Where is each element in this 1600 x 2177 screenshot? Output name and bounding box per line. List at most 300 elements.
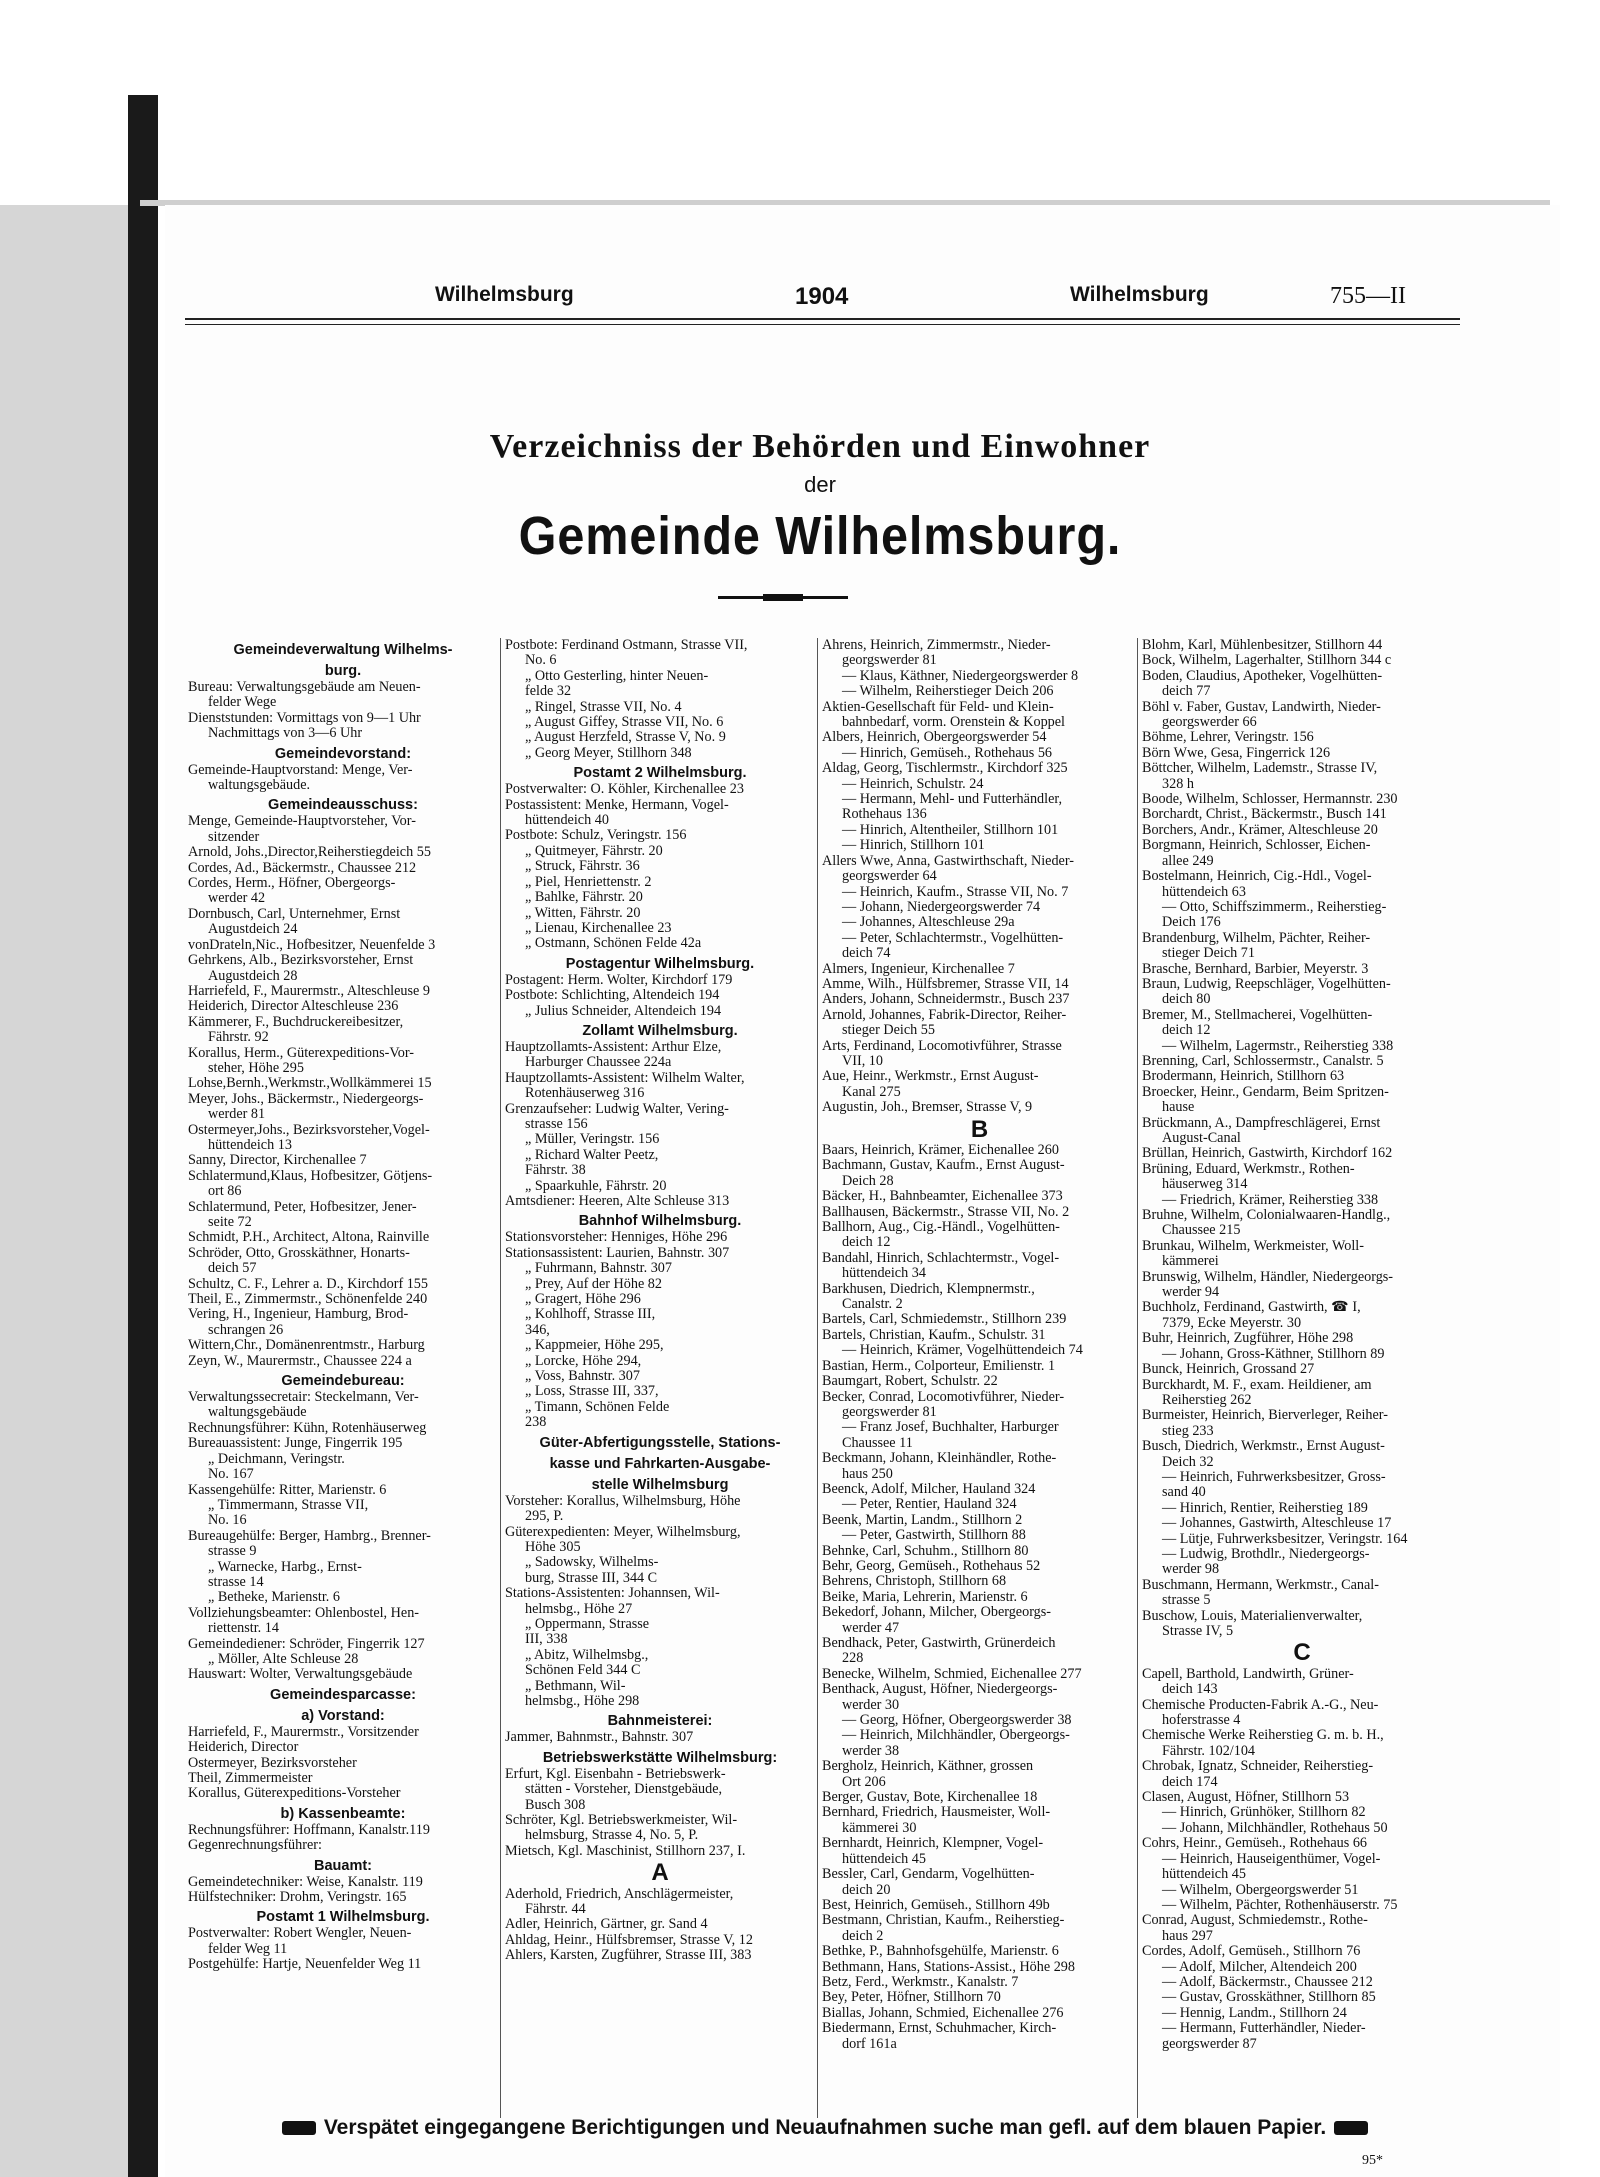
- entry-continuation: deich 2: [842, 1928, 884, 1944]
- column-divider: [1137, 638, 1138, 2118]
- directory-entry: Benthack, August, Höfner, Niedergeorgs-: [822, 1682, 1058, 1698]
- entry-continuation: „ Müller, Veringstr. 156: [525, 1132, 660, 1148]
- directory-entry: Behrens, Christoph, Stillhorn 68: [822, 1574, 1007, 1590]
- directory-entry: Bunck, Heinrich, Grossand 27: [1142, 1362, 1315, 1378]
- entry-continuation: ort 86: [208, 1184, 242, 1200]
- entry-continuation: — Johann, Gross-Käthner, Stillhorn 89: [1162, 1346, 1385, 1362]
- entry-continuation: „ Möller, Alte Schleuse 28: [208, 1651, 359, 1667]
- entry-continuation: strasse 156: [525, 1116, 588, 1132]
- directory-entry: Stationsvorsteher: Henniges, Höhe 296: [505, 1230, 728, 1246]
- directory-entry: Gemeinde-Hauptvorstand: Menge, Ver-: [188, 762, 413, 778]
- directory-entry: Boden, Claudius, Apotheker, Vogelhütten-: [1142, 668, 1383, 684]
- entry-continuation: — Klaus, Käthner, Niedergeorgswerder 8: [842, 668, 1079, 684]
- entry-continuation: hause: [1162, 1100, 1195, 1116]
- directory-entry: Almers, Ingenieur, Kirchenallee 7: [822, 961, 1015, 977]
- entry-continuation: deich 143: [1162, 1682, 1218, 1698]
- entry-continuation: 238: [525, 1415, 547, 1431]
- entry-continuation: — Hermann, Futterhändler, Nieder-: [1162, 2021, 1366, 2037]
- column-divider: [817, 638, 818, 2118]
- entry-continuation: — Peter, Schlachtermstr., Vogelhütten-: [842, 930, 1064, 946]
- entry-continuation: Ort 206: [842, 1774, 886, 1790]
- directory-entry: Bethke, P., Bahnhofsgehülfe, Marienstr. 6: [822, 1944, 1059, 1960]
- entry-continuation: „ Richard Walter Peetz,: [525, 1147, 659, 1163]
- entry-continuation: „ Lienau, Kirchenallee 23: [525, 920, 672, 936]
- directory-entry: Zeyn, W., Maurermstr., Chaussee 224 a: [188, 1353, 412, 1369]
- directory-entry: Brückmann, A., Dampfreschlägerei, Ernst: [1142, 1115, 1381, 1131]
- directory-entry: Betz, Ferd., Werkmstr., Kanalstr. 7: [822, 1974, 1019, 1990]
- entry-continuation: werder 98: [1162, 1562, 1220, 1578]
- section-heading: Postamt 1 Wilhelmsburg.: [256, 1909, 430, 1926]
- entry-continuation: „ Prey, Auf der Höhe 82: [525, 1276, 662, 1292]
- entry-continuation: Höhe 305: [525, 1539, 581, 1555]
- entry-continuation: „ Sadowsky, Wilhelms-: [525, 1555, 659, 1571]
- directory-entry: Aderhold, Friedrich, Anschlägermeister,: [505, 1886, 734, 1902]
- directory-entry: Cordes, Ad., Bäckermstr., Chaussee 212: [188, 860, 417, 876]
- entry-continuation: — Hinrich, Gemüseh., Rothehaus 56: [842, 745, 1053, 761]
- page-title-line2: der: [804, 472, 836, 497]
- directory-entry: Boode, Wilhelm, Schlosser, Hermannstr. 230: [1142, 792, 1398, 808]
- running-head-right: Wilhelmsburg: [1070, 283, 1209, 306]
- entry-continuation: deich 20: [842, 1882, 891, 1898]
- directory-entry: Cohrs, Heinr., Gemüseh., Rothehaus 66: [1142, 1836, 1368, 1852]
- directory-entry: Biedermann, Ernst, Schuhmacher, Kirch-: [822, 2021, 1057, 2037]
- directory-entry: Hauptzollamts-Assistent: Arthur Elze,: [505, 1039, 722, 1055]
- directory-entry: Harriefeld, F., Maurermstr., Vorsitzender: [188, 1724, 419, 1740]
- entry-continuation: „ Spaarkuhle, Fährstr. 20: [525, 1178, 667, 1194]
- directory-entry: Ballhausen, Bäckermstr., Strasse VII, No. 2: [822, 1204, 1070, 1220]
- entry-continuation: hüttendeich 45: [842, 1851, 926, 1867]
- entry-continuation: „ Abitz, Wilhelmsbg.,: [525, 1647, 649, 1663]
- entry-continuation: bahnbedarf, vorm. Orenstein & Koppel: [842, 715, 1065, 731]
- directory-entry: Menge, Gemeinde-Hauptvorsteher, Vor-: [188, 814, 416, 830]
- directory-entry: Clasen, August, Höfner, Stillhorn 53: [1142, 1790, 1350, 1806]
- entry-continuation: „ Witten, Fährstr. 20: [525, 905, 641, 921]
- entry-continuation: — Friedrich, Krämer, Reiherstieg 338: [1162, 1192, 1379, 1208]
- entry-continuation: hoferstrasse 4: [1162, 1713, 1241, 1729]
- section-heading: b) Kassenbeamte:: [280, 1805, 406, 1822]
- entry-continuation: Fährstr. 102/104: [1162, 1743, 1256, 1759]
- directory-entry: Sanny, Director, Kirchenallee 7: [188, 1153, 367, 1169]
- entry-continuation: Fährstr. 38: [525, 1163, 586, 1179]
- column-3: [822, 638, 1137, 2052]
- entry-continuation: 228: [842, 1651, 864, 1667]
- page-title-main: Gemeinde Wilhelmsburg.: [518, 506, 1122, 566]
- letter-heading: C: [1293, 1639, 1311, 1667]
- directory-entry: Bernhard, Friedrich, Hausmeister, Woll-: [822, 1805, 1051, 1821]
- entry-continuation: — Peter, Gastwirth, Stillhorn 88: [842, 1528, 1026, 1544]
- directory-entry: Bartels, Christian, Kaufm., Schulstr. 31: [822, 1327, 1046, 1343]
- entry-continuation: — Heinrich, Hauseigenthümer, Vogel-: [1162, 1851, 1381, 1867]
- directory-entry: Bureauassistent: Junge, Fingerrik 195: [188, 1436, 403, 1452]
- entry-continuation: — Lütje, Fuhrwerksbesitzer, Veringstr. 164: [1162, 1531, 1408, 1547]
- directory-entry: Bernhardt, Heinrich, Klempner, Vogel-: [822, 1836, 1044, 1852]
- directory-entry: Bartels, Carl, Schmiedemstr., Stillhorn 239: [822, 1312, 1067, 1328]
- book-gutter-shadow: [0, 205, 128, 2177]
- directory-entry: Conrad, August, Schmiedemstr., Rothe-: [1142, 1913, 1368, 1929]
- entry-continuation: Deich 176: [1162, 915, 1221, 931]
- directory-entry: Harriefeld, F., Maurermstr., Alteschleuse 9: [188, 983, 430, 999]
- page-number: 755—II: [1330, 283, 1406, 309]
- entry-continuation: „ Otto Gesterling, hinter Neuen-: [525, 668, 709, 684]
- directory-entry: Grenzaufseher: Ludwig Walter, Vering-: [505, 1101, 729, 1117]
- entry-continuation: — Adolf, Bäckermstr., Chaussee 212: [1162, 1974, 1373, 1990]
- directory-entry: Bekedorf, Johann, Milcher, Obergeorgs-: [822, 1605, 1052, 1621]
- directory-entry: Behnke, Carl, Schuhm., Stillhorn 80: [822, 1543, 1029, 1559]
- page-title-line1: Verzeichniss der Behörden und Einwohner: [489, 428, 1151, 465]
- title-ornament: [718, 596, 848, 599]
- entry-continuation: Kanal 275: [842, 1084, 901, 1100]
- column-4: [1142, 638, 1462, 2052]
- directory-entry: Bastian, Herm., Colporteur, Emilienstr. 1: [822, 1358, 1056, 1374]
- entry-continuation: Rothehaus 136: [842, 807, 927, 823]
- directory-entry: Bäcker, H., Bahnbeamter, Eichenallee 373: [822, 1189, 1063, 1205]
- directory-entry: Lohse,Bernh.,Werkmstr.,Wollkämmerei 15: [188, 1076, 432, 1092]
- directory-entry: Benecke, Wilhelm, Schmied, Eichenallee 277: [822, 1666, 1082, 1682]
- directory-entry: Bendhack, Peter, Gastwirth, Grünerdeich: [822, 1636, 1056, 1651]
- entry-continuation: „ Voss, Bahnstr. 307: [525, 1369, 640, 1385]
- directory-entry: Burckhardt, M. F., exam. Heildiener, am: [1142, 1377, 1372, 1393]
- entry-continuation: Deich 32: [1162, 1454, 1214, 1470]
- entry-continuation: strasse 5: [1162, 1593, 1211, 1609]
- directory-entry: Schröder, Otto, Grosskäthner, Honarts-: [188, 1245, 410, 1261]
- entry-continuation: „ Timann, Schönen Felde: [525, 1399, 670, 1415]
- directory-entry: Beenck, Adolf, Milcher, Hauland 324: [822, 1481, 1036, 1497]
- directory-entry: Best, Heinrich, Gemüseh., Stillhorn 49b: [822, 1897, 1050, 1913]
- directory-entry: Baars, Heinrich, Krämer, Eichenallee 260: [822, 1143, 1059, 1158]
- entry-continuation: No. 6: [525, 653, 557, 669]
- entry-continuation: — Heinrich, Krämer, Vogelhüttendeich 74: [842, 1343, 1083, 1359]
- directory-entry: Allers Wwe, Anna, Gastwirthschaft, Nieder-: [822, 853, 1074, 869]
- directory-entry: Ahlers, Karsten, Zugführer, Strasse III, 383: [505, 1948, 752, 1964]
- directory-entry: Böhl v. Faber, Gustav, Landwirth, Nieder-: [1142, 699, 1381, 715]
- directory-entry: Brunkau, Wilhelm, Werkmeister, Woll-: [1142, 1238, 1364, 1254]
- entry-continuation: Reiherstieg 262: [1162, 1392, 1252, 1408]
- directory-entry: Kassengehülfe: Ritter, Marienstr. 6: [188, 1482, 387, 1498]
- letter-heading: A: [651, 1859, 669, 1887]
- entry-continuation: Busch 308: [525, 1797, 586, 1813]
- directory-entry: Busch, Diedrich, Werkmstr., Ernst August-: [1142, 1439, 1385, 1455]
- entry-continuation: „ Gragert, Höhe 296: [525, 1292, 641, 1308]
- entry-continuation: stieg 233: [1162, 1423, 1214, 1439]
- directory-entry: Schmidt, P.H., Architect, Altona, Rainville: [188, 1230, 430, 1246]
- directory-entry: Beenk, Martin, Landm., Stillhorn 2: [822, 1512, 1023, 1528]
- entry-continuation: stieger Deich 71: [1162, 946, 1255, 962]
- entry-continuation: georgswerder 81: [842, 1404, 937, 1420]
- entry-continuation: No. 16: [208, 1513, 247, 1529]
- signature-mark: 95*: [1362, 2153, 1383, 2168]
- section-heading: kasse und Fahrkarten-Ausgabe-: [549, 1455, 771, 1472]
- directory-entry: Anders, Johann, Schneidermstr., Busch 237: [822, 992, 1070, 1008]
- directory-entry: Wittern,Chr., Domänenrentmstr., Harburg: [188, 1338, 425, 1354]
- entry-continuation: „ August Herzfeld, Strasse V, No. 9: [525, 730, 726, 746]
- directory-entry: Postbote: Schulz, Veringstr. 156: [505, 828, 687, 844]
- entry-continuation: felde 32: [525, 684, 572, 700]
- directory-entry: Gemeindetechniker: Weise, Kanalstr. 119: [188, 1874, 423, 1890]
- entry-continuation: „ Kohlhoff, Strasse III,: [525, 1307, 656, 1323]
- entry-continuation: „ Oppermann, Strasse: [525, 1616, 650, 1632]
- running-head: [180, 283, 1460, 313]
- directory-entry: Ahrens, Heinrich, Zimmermstr., Nieder-: [822, 638, 1051, 653]
- entry-continuation: hüttendeich 45: [1162, 1867, 1246, 1883]
- directory-entry: Ahldag, Heinr., Hülfsbremser, Strasse V, 12: [505, 1932, 753, 1948]
- entry-continuation: — Gustav, Grosskäthner, Stillhorn 85: [1162, 1990, 1376, 2006]
- entry-continuation: „ Piel, Henriettenstr. 2: [525, 874, 652, 890]
- entry-continuation: „ Struck, Fährstr. 36: [525, 859, 640, 875]
- directory-entry: Buschmann, Hermann, Werkmstr., Canal-: [1142, 1577, 1379, 1593]
- entry-continuation: Chaussee 11: [842, 1435, 913, 1451]
- entry-continuation: deich 77: [1162, 684, 1211, 700]
- directory-entry: Rechnungsführer: Kühn, Rotenhäuserweg: [188, 1420, 427, 1436]
- header-rule: [185, 318, 1460, 325]
- directory-entry: Korallus, Güterexpeditions-Vorsteher: [188, 1786, 401, 1802]
- directory-entry: Arnold, Johs.,Director,Reiherstiegdeich 55: [188, 845, 431, 861]
- directory-entry: Heiderich, Director Alteschleuse 236: [188, 999, 399, 1015]
- entry-continuation: georgswerder 81: [842, 653, 937, 669]
- entry-continuation: — Heinrich, Fuhrwerksbesitzer, Gross-: [1162, 1469, 1386, 1485]
- entry-continuation: — Heinrich, Schulstr. 24: [842, 776, 984, 792]
- directory-entry: Gegenrechnungsführer:: [188, 1838, 322, 1854]
- directory-entry: Ballhorn, Aug., Cig.-Händl., Vogelhütten-: [822, 1220, 1060, 1236]
- column-2: [505, 638, 815, 1964]
- section-heading: Gemeindesparcasse:: [270, 1686, 416, 1703]
- directory-entry: Dienststunden: Vormittags von 9—1 Uhr: [188, 710, 421, 726]
- entry-continuation: hüttendeich 40: [525, 813, 609, 829]
- section-heading: Güter-Abfertigungsstelle, Stations-: [539, 1434, 781, 1451]
- entry-continuation: deich 12: [842, 1235, 891, 1251]
- entry-continuation: hüttendeich 13: [208, 1137, 292, 1153]
- directory-entry: Bremer, M., Stellmacherei, Vogelhütten-: [1142, 1007, 1373, 1023]
- directory-entry: Böttcher, Wilhelm, Lademstr., Strasse IV,: [1142, 761, 1378, 777]
- directory-entry: Braun, Ludwig, Reepschläger, Vogelhütten-: [1142, 976, 1391, 992]
- directory-entry: Mietsch, Kgl. Maschinist, Stillhorn 237, I.: [505, 1843, 746, 1859]
- entry-continuation: seite 72: [208, 1215, 252, 1230]
- directory-entry: Theil, Zimmermeister: [188, 1771, 313, 1786]
- entry-continuation: waltungsgebäude: [208, 1405, 307, 1421]
- directory-entry: Schlatermund,Klaus, Hofbesitzer, Götjens-: [188, 1168, 433, 1184]
- entry-continuation: — Hinrich, Rentier, Reiherstieg 189: [1162, 1500, 1368, 1516]
- section-heading: Betriebswerkstätte Wilhelmsburg:: [542, 1749, 778, 1766]
- entry-continuation: 328 h: [1162, 776, 1194, 792]
- entry-continuation: — Heinrich, Milchhändler, Obergeorgs-: [842, 1728, 1070, 1744]
- entry-continuation: „ Lorcke, Höhe 294,: [525, 1353, 642, 1369]
- directory-entry: Baumgart, Robert, Schulstr. 22: [822, 1374, 998, 1390]
- entry-continuation: „ August Giffey, Strasse VII, No. 6: [525, 715, 724, 731]
- entry-continuation: „ Betheke, Marienstr. 6: [208, 1590, 340, 1606]
- entry-continuation: Augustdeich 28: [208, 968, 298, 984]
- directory-entry: Capell, Barthold, Landwirth, Grüner-: [1142, 1666, 1354, 1682]
- directory-entry: Brandenburg, Wilhelm, Pächter, Reiher-: [1142, 930, 1371, 946]
- entry-continuation: werder 42: [208, 891, 266, 907]
- directory-entry: Hauswart: Wolter, Verwaltungsgebäude: [188, 1667, 413, 1683]
- entry-continuation: 7379, Ecke Meyerstr. 30: [1162, 1315, 1302, 1331]
- directory-entry: Biallas, Johann, Schmied, Eichenallee 276: [822, 2005, 1064, 2021]
- entry-continuation: „ Ostmann, Schönen Felde 42a: [525, 936, 702, 952]
- directory-entry: Behr, Georg, Gemüseh., Rothehaus 52: [822, 1558, 1041, 1574]
- entry-continuation: — Otto, Schiffszimmerm., Reiherstieg-: [1162, 899, 1387, 915]
- entry-continuation: „ Georg Meyer, Stillhorn 348: [525, 745, 692, 761]
- directory-entry: vonDrateln,Nic., Hofbesitzer, Neuenfelde 3: [188, 937, 436, 953]
- directory-entry: Chemische Werke Reiherstieg G. m. b. H.,: [1142, 1728, 1384, 1744]
- entry-continuation: „ Quitmeyer, Fährstr. 20: [525, 843, 663, 859]
- directory-entry: Bureaugehülfe: Berger, Hambrg., Brenner-: [188, 1528, 431, 1544]
- directory-entry: Stationsassistent: Laurien, Bahnstr. 307: [505, 1245, 730, 1261]
- section-heading: Gemeindeausschuss:: [268, 797, 418, 814]
- entry-continuation: schrangen 26: [208, 1322, 284, 1338]
- directory-entry: Gehrkens, Alb., Bezirksvorsteher, Ernst: [188, 953, 414, 969]
- directory-entry: Berger, Gustav, Bote, Kirchenallee 18: [822, 1790, 1038, 1806]
- directory-entry: Bestmann, Christian, Kaufm., Reiherstieg-: [822, 1913, 1065, 1929]
- directory-entry: Bessler, Carl, Gendarm, Vogelhütten-: [822, 1867, 1035, 1883]
- directory-entry: Korallus, Herm., Güterexpeditions-Vor-: [188, 1045, 415, 1061]
- directory-entry: Bruhne, Wilhelm, Colonialwaaren-Handlg.,: [1142, 1208, 1391, 1224]
- directory-entry: Borchers, Andr., Krämer, Alteschleuse 20: [1142, 822, 1378, 838]
- entry-continuation: „ Warnecke, Harbg., Ernst-: [208, 1559, 362, 1575]
- directory-entry: Schröter, Kgl. Betriebswerkmeister, Wil-: [505, 1813, 738, 1828]
- section-heading: Gemeindebureau:: [281, 1373, 405, 1390]
- directory-entry: Kämmerer, F., Buchdruckereibesitzer,: [188, 1014, 404, 1030]
- entry-continuation: — Wilhelm, Reiherstieger Deich 206: [842, 684, 1054, 700]
- footer-text: Verspätet eingegangene Berichtigungen und Neuaufnahmen suche man gefl. auf dem blauen Papier.: [323, 2116, 1327, 2139]
- directory-entry: Dornbusch, Carl, Unternehmer, Ernst: [188, 906, 401, 922]
- entry-continuation: dorf 161a: [842, 2036, 897, 2052]
- entry-continuation: werder 94: [1162, 1285, 1220, 1301]
- entry-continuation: deich 57: [208, 1261, 257, 1277]
- directory-entry: Aue, Heinr., Werkmstr., Ernst August-: [822, 1069, 1039, 1085]
- directory-entry: Cordes, Herm., Höfner, Obergeorgs-: [188, 876, 396, 892]
- entry-continuation: haus 297: [1162, 1928, 1213, 1944]
- entry-continuation: — Hennig, Landm., Stillhorn 24: [1162, 2005, 1347, 2021]
- directory-entry: Bandahl, Hinrich, Schlachtermstr., Vogel-: [822, 1250, 1060, 1266]
- directory-entry: Adler, Heinrich, Gärtner, gr. Sand 4: [505, 1917, 708, 1933]
- directory-entry: Ostermeyer,Johs., Bezirksvorsteher,Vogel-: [188, 1122, 430, 1138]
- directory-entry: Brunswig, Wilhelm, Händler, Niedergeorgs-: [1142, 1269, 1394, 1285]
- directory-entry: Postverwalter: Robert Wengler, Neuen-: [188, 1926, 412, 1942]
- entry-continuation: kämmerei: [1162, 1254, 1219, 1270]
- directory-entry: Buchholz, Ferdinand, Gastwirth, ☎ I,: [1142, 1300, 1361, 1316]
- entry-continuation: helmsburg, Strasse 4, No. 5, P.: [525, 1828, 699, 1844]
- entry-continuation: — Johann, Milchhändler, Rothehaus 50: [1162, 1820, 1388, 1836]
- entry-continuation: waltungsgebäude.: [208, 778, 311, 794]
- entry-continuation: burg, Strasse III, 344 C: [525, 1570, 658, 1586]
- directory-entry: Schlatermund, Peter, Hofbesitzer, Jener-: [188, 1199, 417, 1215]
- entry-continuation: allee 249: [1162, 853, 1214, 869]
- pointing-hand-icon: [1334, 2121, 1368, 2135]
- entry-continuation: VII, 10: [842, 1053, 883, 1069]
- directory-entry: Borgmann, Heinrich, Schlosser, Eichen-: [1142, 838, 1371, 854]
- directory-entry: Verwaltungssecretair: Steckelmann, Ver-: [188, 1390, 419, 1406]
- directory-entry: Postbote: Ferdinand Ostmann, Strasse VII,: [505, 638, 748, 653]
- directory-entry: Beckmann, Johann, Kleinhändler, Rothe-: [822, 1451, 1057, 1467]
- entry-continuation: — Hinrich, Stillhorn 101: [842, 838, 985, 854]
- entry-continuation: steher, Höhe 295: [208, 1060, 304, 1076]
- directory-entry: Augustin, Joh., Bremser, Strasse V, 9: [822, 1100, 1033, 1116]
- entry-continuation: — Franz Josef, Buchhalter, Harburger: [842, 1420, 1059, 1436]
- directory-entry: Bock, Wilhelm, Lagerhalter, Stillhorn 344 c: [1142, 653, 1392, 669]
- directory-entry: Postbote: Schlichting, Altendeich 194: [505, 988, 720, 1004]
- directory-entry: Heiderich, Director: [188, 1740, 299, 1756]
- entry-continuation: „ Ringel, Strasse VII, No. 4: [525, 699, 682, 715]
- entry-continuation: georgswerder 64: [842, 869, 937, 885]
- entry-continuation: Schönen Feld 344 C: [525, 1663, 641, 1679]
- directory-entry: Chemische Producten-Fabrik A.-G., Neu-: [1142, 1697, 1379, 1713]
- directory-entry: Börn Wwe, Gesa, Fingerrick 126: [1142, 745, 1331, 761]
- entry-continuation: werder 47: [842, 1620, 900, 1636]
- directory-entry: Postverwalter: O. Köhler, Kirchenallee 23: [505, 782, 744, 798]
- directory-entry: Buschow, Louis, Materialienverwalter,: [1142, 1608, 1363, 1624]
- entry-continuation: strasse 14: [208, 1574, 264, 1590]
- entry-continuation: — Hinrich, Altentheiler, Stillhorn 101: [842, 822, 1059, 838]
- directory-entry: Rechnungsführer: Hoffmann, Kanalstr.119: [188, 1822, 430, 1838]
- directory-entry: Brüning, Eduard, Werkmstr., Rothen-: [1142, 1161, 1355, 1177]
- entry-continuation: — Johannes, Alteschleuse 29a: [842, 915, 1015, 931]
- entry-continuation: helmsbg., Höhe 298: [525, 1693, 640, 1709]
- entry-continuation: hüttendeich 34: [842, 1266, 926, 1282]
- section-heading: Gemeindevorstand:: [274, 745, 412, 762]
- entry-continuation: Strasse IV, 5: [1162, 1624, 1234, 1639]
- directory-entry: Bostelmann, Heinrich, Cig.-Hdl., Vogel-: [1142, 869, 1372, 885]
- entry-continuation: — Adolf, Milcher, Altendeich 200: [1162, 1959, 1357, 1975]
- directory-entry: Borchardt, Christ., Bäckermstr., Busch 141: [1142, 807, 1387, 823]
- running-head-left: Wilhelmsburg: [435, 283, 574, 306]
- directory-entry: Vollziehungsbeamter: Ohlenbostel, Hen-: [188, 1605, 420, 1621]
- directory-entry: Broecker, Heinr., Gendarm, Beim Spritzen-: [1142, 1084, 1389, 1100]
- directory-entry: Brüllan, Heinrich, Gastwirth, Kirchdorf 162: [1142, 1146, 1393, 1162]
- entry-continuation: „ Bahlke, Fährstr. 20: [525, 890, 643, 906]
- entry-continuation: Nachmittags von 3—6 Uhr: [208, 726, 363, 742]
- directory-entry: Vering, H., Ingenieur, Hamburg, Brod-: [188, 1307, 409, 1323]
- directory-entry: Becker, Conrad, Locomotivführer, Nieder-: [822, 1389, 1065, 1405]
- section-heading: Postamt 2 Wilhelmsburg.: [573, 765, 747, 782]
- entry-continuation: „ Deichmann, Veringstr.: [208, 1451, 345, 1467]
- entry-continuation: Fährstr. 92: [208, 1030, 269, 1046]
- entry-continuation: deich 74: [842, 946, 891, 962]
- directory-entry: Brenning, Carl, Schlossermstr., Canalstr. 5: [1142, 1053, 1384, 1069]
- entry-continuation: No. 167: [208, 1467, 254, 1483]
- directory-entry: Chrobak, Ignatz, Schneider, Reiherstieg-: [1142, 1759, 1374, 1775]
- directory-entry: Albers, Heinrich, Obergeorgswerder 54: [822, 730, 1047, 746]
- directory-entry: Jammer, Bahnmstr., Bahnstr. 307: [505, 1730, 694, 1746]
- directory-entry: Aktien-Gesellschaft für Feld- und Klein-: [822, 699, 1054, 715]
- directory-entry: Buhr, Heinrich, Zugführer, Höhe 298: [1142, 1331, 1354, 1347]
- entry-continuation: 295, P.: [525, 1509, 564, 1525]
- entry-continuation: werder 81: [208, 1107, 266, 1123]
- directory-entry: Bey, Peter, Höfner, Stillhorn 70: [822, 1990, 1001, 2006]
- directory-entry: Brasche, Bernhard, Barbier, Meyerstr. 3: [1142, 961, 1369, 977]
- running-head-year: 1904: [795, 283, 849, 310]
- directory-entry: Amtsdiener: Heeren, Alte Schleuse 313: [505, 1194, 730, 1209]
- entry-continuation: August-Canal: [1162, 1131, 1241, 1146]
- section-heading: a) Vorstand:: [301, 1707, 385, 1724]
- directory-entry: Postgehülfe: Hartje, Neuenfelder Weg 11: [188, 1957, 422, 1973]
- directory-entry: Bachmann, Gustav, Kaufm., Ernst August-: [822, 1158, 1065, 1174]
- entry-continuation: felder Wege: [208, 695, 277, 711]
- entry-continuation: Canalstr. 2: [842, 1297, 903, 1313]
- entry-continuation: Chaussee 215: [1162, 1223, 1241, 1239]
- entry-continuation: Rotenhäuserweg 316: [525, 1086, 645, 1102]
- section-heading: Gemeindeverwaltung Wilhelms-: [233, 642, 453, 658]
- book-spine: [128, 95, 158, 2177]
- entry-continuation: „ Loss, Strasse III, 337,: [525, 1384, 659, 1400]
- entry-continuation: — Wilhelm, Pächter, Rothenhäuserstr. 75: [1162, 1897, 1398, 1913]
- entry-continuation: sitzender: [208, 829, 260, 845]
- directory-entry: Aldag, Georg, Tischlermstr., Kirchdorf 325: [822, 761, 1068, 777]
- entry-continuation: deich 12: [1162, 1023, 1211, 1039]
- section-heading: stelle Wilhelmsburg: [591, 1476, 729, 1493]
- entry-continuation: — Wilhelm, Lagermstr., Reiherstieg 338: [1162, 1038, 1394, 1054]
- directory-entry: Cordes, Adolf, Gemüseh., Stillhorn 76: [1142, 1944, 1361, 1960]
- entry-continuation: „ Julius Schneider, Altendeich 194: [525, 1003, 722, 1019]
- entry-continuation: — Hinrich, Grünhöker, Stillhorn 82: [1162, 1805, 1366, 1821]
